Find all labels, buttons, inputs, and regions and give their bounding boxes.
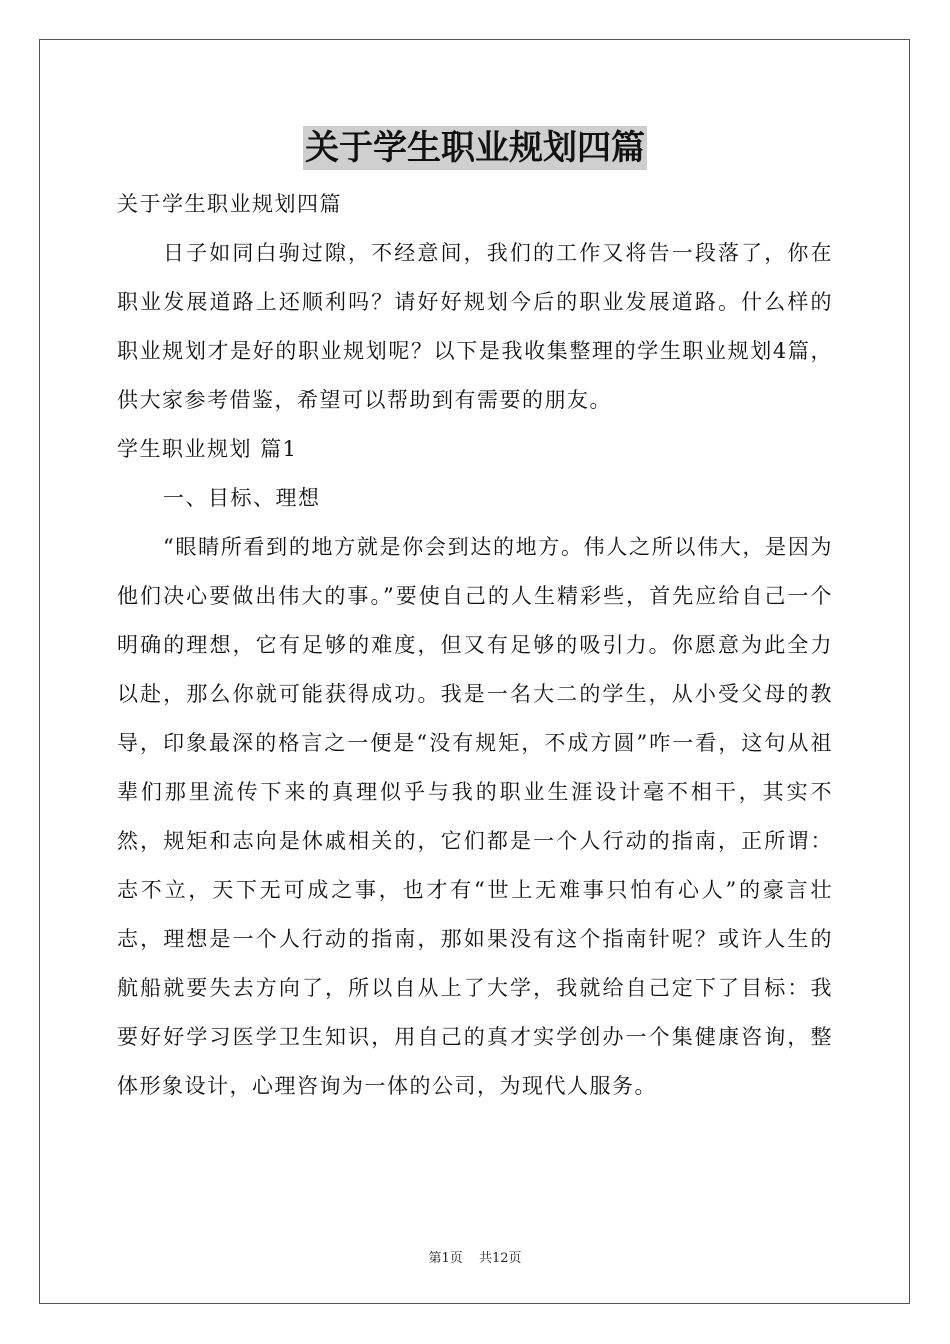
- section-heading: 学生职业规划 篇1: [117, 437, 298, 461]
- page-total: 共12页: [478, 1251, 522, 1266]
- page-footer: [0, 1247, 950, 1266]
- document-subtitle: 关于学生职业规划四篇: [117, 192, 342, 216]
- document-title: 关于学生职业规划四篇: [305, 128, 645, 168]
- subheading: 一、目标、理想: [163, 486, 321, 510]
- body-paragraph: “眼睛所看到的地方就是你会到达的地方。伟人之所以伟大，是因为他们决心要做出伟大的事。”要使自己的人生精彩些，首先应给自己一个明确的理想，它有足够的难度，但又有足够的吸引力。你愿意为此全力以赴，那么你就可能获得成功。我是一名大二的学生，从小受父母的教导，印象最深的格言之一便是“没有规矩，不成方圆”咋一看，这句从祖辈们那里流传下来的真理似乎与我的职业生涯设计毫不相干，其实不然，规矩和志向是休戚相关的，它们都是一个人行动的指南，正所谓：志不立，天下无可成之事，也才有“世上无难事只怕有心人”的豪言壮志，理想是一个人行动的指南，那如果没有这个指南针呢？或许人生的航船就要失去方向了，所以自从上了大学，我就给自己定下了目标：我要好好学习医学卫生知识，用自己的真才实学创办一个集健康咨询，整体形象设计，心理咨询为一体的公司，为现代人服务。: [117, 535, 833, 1098]
- document-body: [117, 180, 833, 1111]
- intro-paragraph: 日子如同白驹过隙，不经意间，我们的工作又将告一段落了，你在职业发展道路上还顺利吗？请好好规划今后的职业发展道路。什么样的职业规划才是好的职业规划呢？以下是我收集整理的学生职业规划4篇，供大家参考借鉴，希望可以帮助到有需要的朋友。: [117, 241, 833, 412]
- title-container: [0, 126, 950, 170]
- page-number: 第1页: [428, 1251, 463, 1266]
